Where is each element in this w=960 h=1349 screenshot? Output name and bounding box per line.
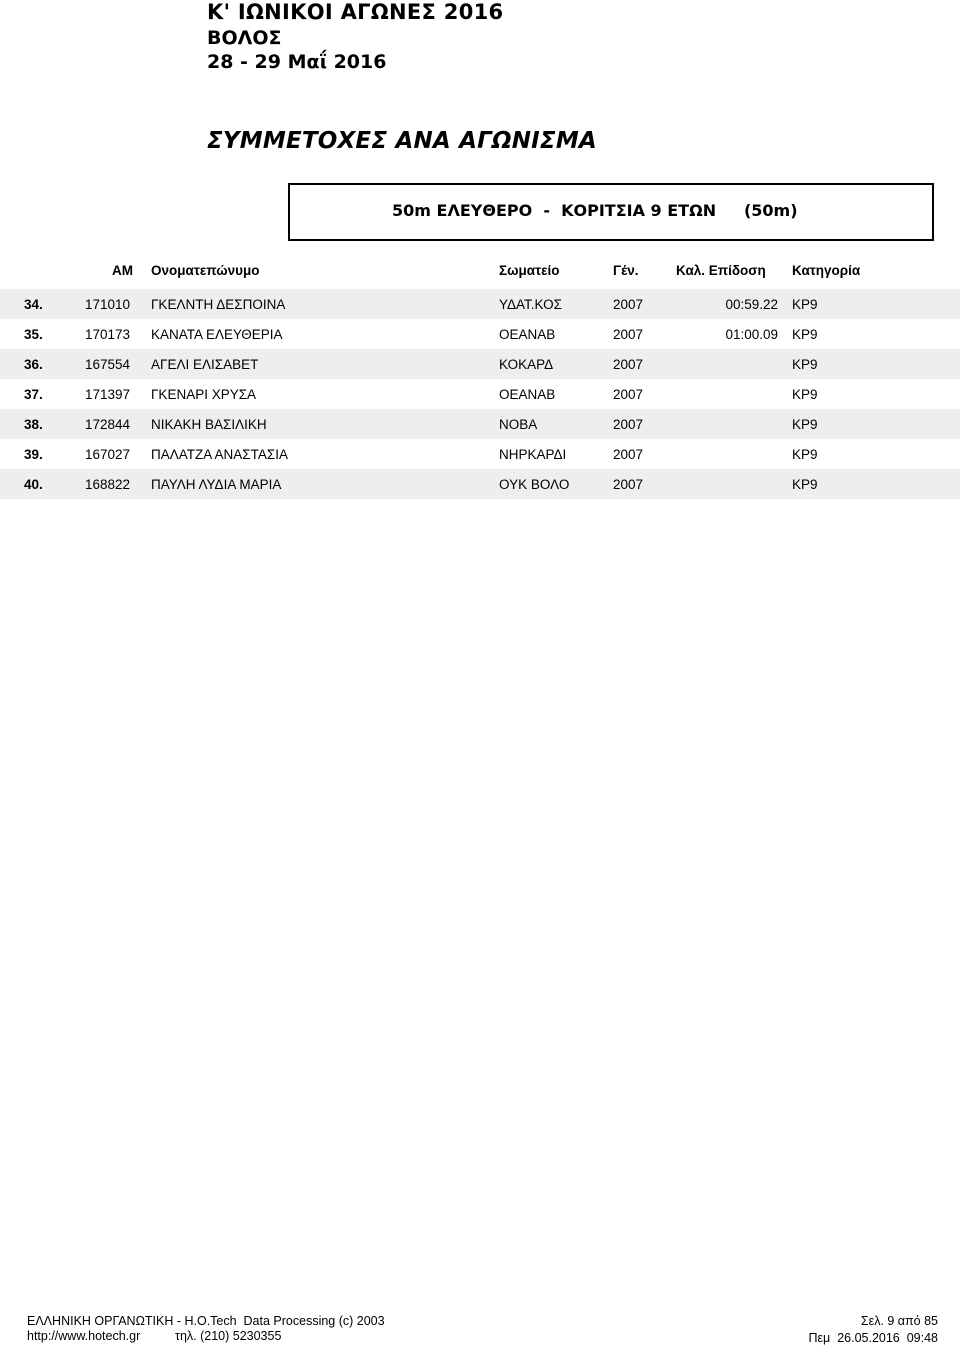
col-header-perf: Καλ. Επίδοση (676, 263, 766, 278)
cell-cat: ΚΡ9 (792, 357, 818, 372)
table-row (0, 439, 960, 469)
cell-club: ΝΗΡΚΑΡΔΙ (499, 447, 567, 462)
cell-perf: 01:00.09 (725, 327, 778, 342)
table-row (0, 409, 960, 439)
cell-name: ΠΑΥΛΗ ΛΥΔΙΑ ΜΑΡΙΑ (151, 477, 282, 492)
col-header-year: Γέν. (613, 263, 639, 278)
cell-rank: 40. (24, 477, 43, 492)
cell-perf: 00:59.22 (725, 297, 778, 312)
table-row (0, 469, 960, 499)
cell-rank: 34. (24, 297, 43, 312)
cell-year: 2007 (613, 417, 644, 432)
cell-name: ΠΑΛΑΤΖΑ ΑΝΑΣΤΑΣΙΑ (151, 447, 288, 462)
cell-name: ΓΚΕΝΑΡΙ ΧΡΥΣΑ (151, 387, 257, 402)
cell-cat: ΚΡ9 (792, 477, 818, 492)
footer-page: Σελ. 9 από 85 (860, 1314, 938, 1328)
event-title: 50m ΕΛΕΥΘΕΡΟ - ΚΟΡΙΤΣΙΑ 9 ΕΤΩΝ (50m) (392, 201, 798, 220)
cell-am: 167554 (85, 357, 131, 372)
cell-rank: 37. (24, 387, 43, 402)
cell-rank: 38. (24, 417, 43, 432)
cell-year: 2007 (613, 447, 644, 462)
table-row (0, 379, 960, 409)
cell-year: 2007 (613, 297, 644, 312)
cell-rank: 35. (24, 327, 43, 342)
col-header-name: Ονοματεπώνυμο (151, 263, 260, 278)
col-header-cat: Κατηγορία (792, 263, 861, 278)
meet-title: Κ' ΙΩΝΙΚΟΙ ΑΓΩΝΕΣ 2016 (207, 0, 504, 24)
table-row (0, 349, 960, 379)
dates: 28 - 29 Μαΐ 2016 (207, 51, 387, 73)
cell-name: ΝΙΚΑΚΗ ΒΑΣΙΛΙΚΗ (151, 417, 267, 432)
table-row (0, 319, 960, 349)
cell-year: 2007 (613, 357, 644, 372)
cell-am: 172844 (85, 417, 131, 432)
cell-name: ΓΚΕΛΝΤΗ ΔΕΣΠΟΙΝΑ (151, 297, 286, 312)
cell-club: ΥΔΑΤ.ΚΟΣ (499, 297, 562, 312)
cell-rank: 39. (24, 447, 43, 462)
footer-printed: Πεμ 26.05.2016 09:48 (808, 1331, 938, 1345)
cell-club: ΟΥΚ ΒΟΛΟ (499, 477, 570, 492)
cell-am: 170173 (85, 327, 131, 342)
cell-club: ΟΕΑΝΑΒ (499, 327, 556, 342)
cell-club: ΟΕΑΝΑΒ (499, 387, 556, 402)
cell-cat: ΚΡ9 (792, 417, 818, 432)
cell-am: 171010 (85, 297, 131, 312)
cell-am: 168822 (85, 477, 131, 492)
cell-name: ΑΓΕΛΙ ΕΛΙΣΑΒΕΤ (151, 357, 259, 372)
footer-company: ΕΛΛΗΝΙΚΗ ΟΡΓΑΝΩΤΙΚΗ - Η.Ο.Tech Data Processing (c) 2003 (27, 1314, 385, 1328)
section-title: ΣΥΜΜΕΤΟΧΕΣ ΑΝΑ ΑΓΩΝΙΣΜΑ (207, 128, 597, 154)
cell-am: 171397 (85, 387, 131, 402)
cell-year: 2007 (613, 327, 644, 342)
footer-website: http://www.hotech.gr (27, 1329, 141, 1343)
footer-phone: τηλ. (210) 5230355 (175, 1329, 282, 1343)
cell-am: 167027 (85, 447, 131, 462)
table-row (0, 289, 960, 319)
cell-rank: 36. (24, 357, 43, 372)
col-header-club: Σωματείο (499, 263, 560, 278)
cell-cat: ΚΡ9 (792, 387, 818, 402)
city: ΒΟΛΟΣ (207, 27, 282, 49)
cell-club: ΚΟΚΑΡΔ (499, 357, 554, 372)
cell-year: 2007 (613, 477, 644, 492)
cell-club: ΝΟΒΑ (499, 417, 538, 432)
cell-cat: ΚΡ9 (792, 327, 818, 342)
cell-name: ΚΑΝΑΤΑ ΕΛΕΥΘΕΡΙΑ (151, 327, 283, 342)
col-header-am: ΑΜ (112, 263, 133, 278)
cell-year: 2007 (613, 387, 644, 402)
cell-cat: ΚΡ9 (792, 447, 818, 462)
cell-cat: ΚΡ9 (792, 297, 818, 312)
